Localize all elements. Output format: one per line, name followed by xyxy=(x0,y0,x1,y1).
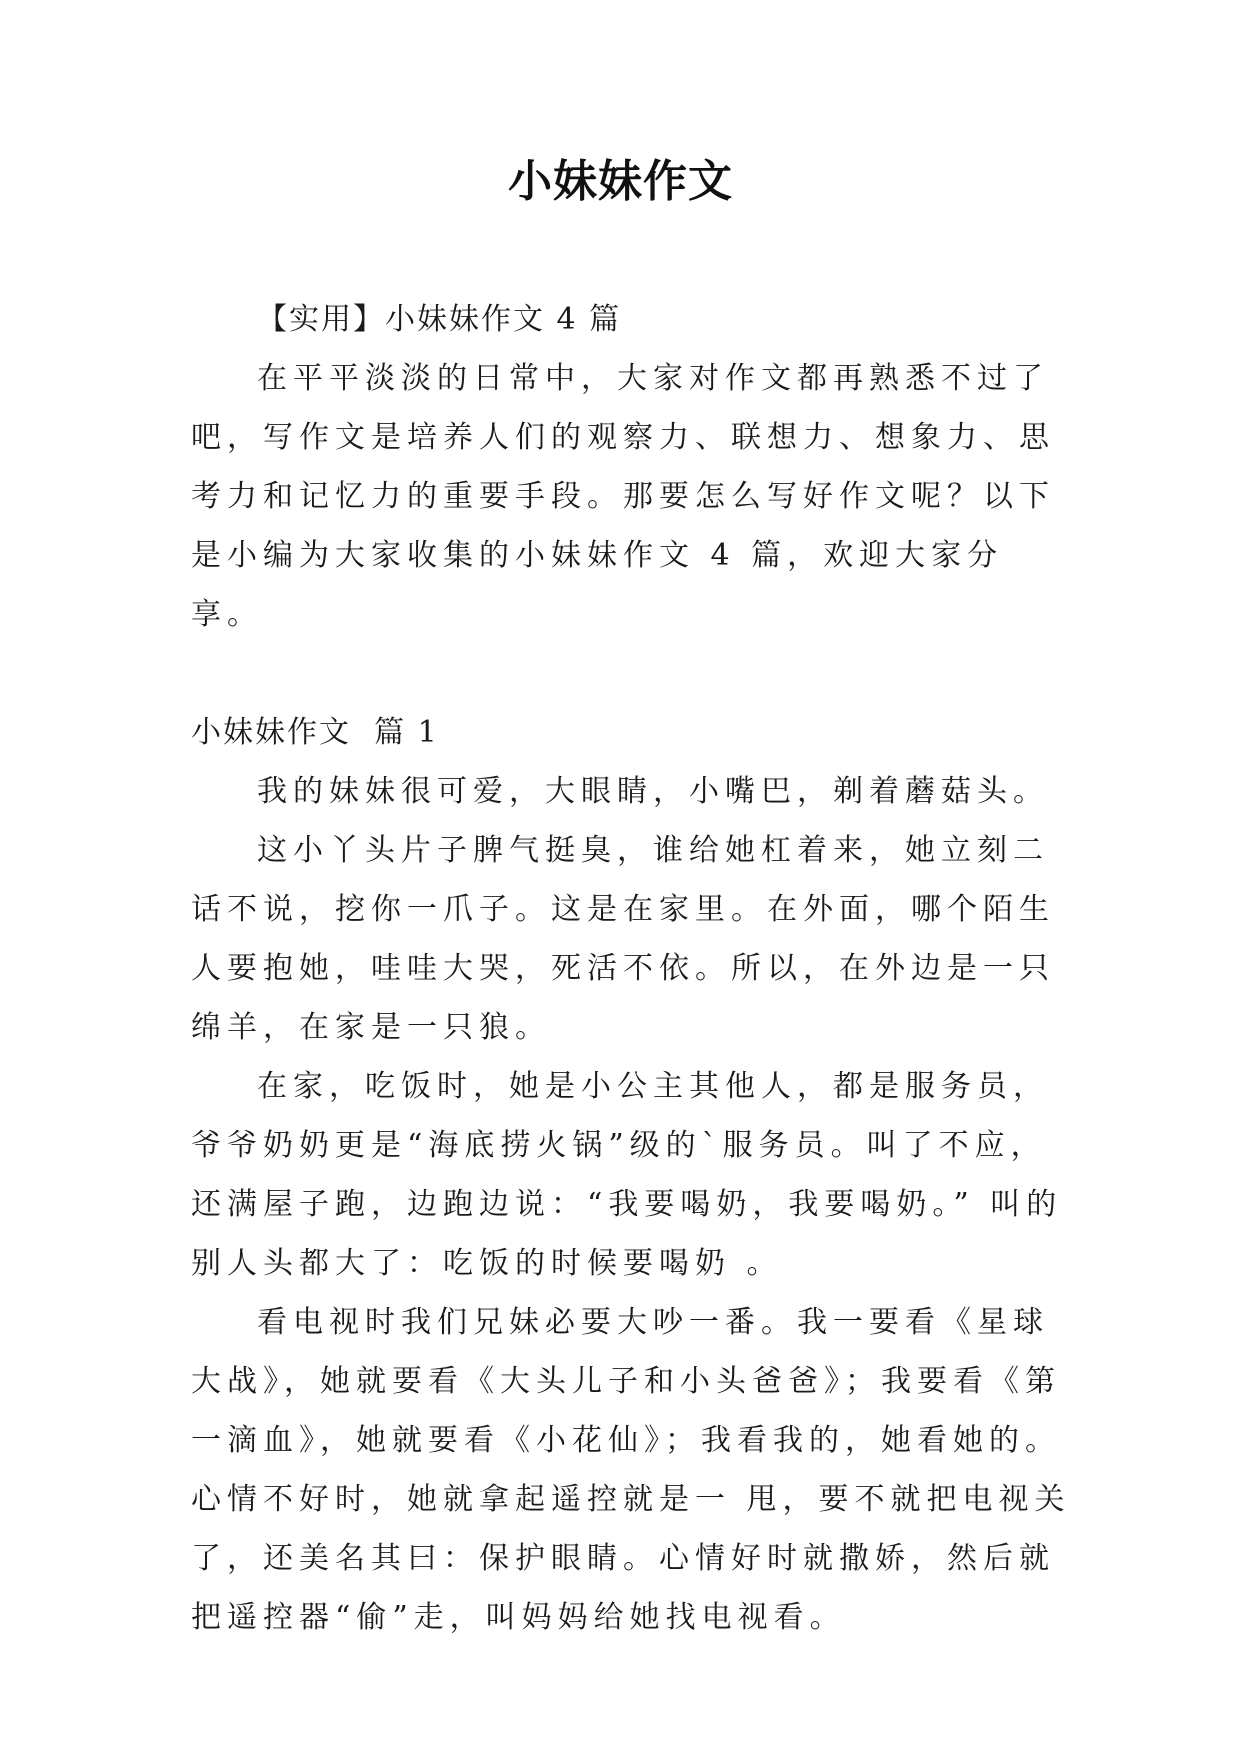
body-paragraph: 在家，吃饭时，她是小公主其他人，都是服务员，爷爷奶奶更是“海底捞火锅”级的`服务员。叫了不应，还满屋子跑，边跑边说：“我要喝奶，我要喝奶。” 叫的别人头都大了：吃饭的时候要喝奶 。 xyxy=(191,1069,1063,1281)
body-paragraph: 我的妹妹很可爱，大眼睛，小嘴巴，剃着蘑菇头。 xyxy=(257,774,1049,809)
body-paragraph: 看电视时我们兄妹必要大吵一番。我一要看《星球大战》，她就要看《大头儿子和小头爸爸》；我要看《第一滴血》，她就要看《小花仙》；我看我的，她看她的。心情不好时，她就拿起遥控就是一 甩，要不就把电视关了，还美名其曰：保护眼睛。心情好时就撒娇，然后就把遥控器“偷”走，叫妈妈给她找电视看。 xyxy=(191,1305,1071,1635)
section-heading: 小妹妹作文 篇 1 xyxy=(191,715,439,750)
document-title: 小妹妹作文 xyxy=(508,156,733,207)
intro-line: 【实用】小妹妹作文 4 篇 xyxy=(257,302,622,337)
body-paragraph: 这小丫头片子脾气挺臭，谁给她杠着来，她立刻二话不说，挖你一爪子。这是在家里。在外面，哪个陌生人要抱她，哇哇大哭，死活不依。所以，在外边是一只绵羊，在家是一只狼。 xyxy=(191,833,1055,1045)
intro-paragraph: 在平平淡淡的日常中，大家对作文都再熟悉不过了吧，写作文是培养人们的观察力、联想力、想象力、思考力和记忆力的重要手段。那要怎么写好作文呢？以下是小编为大家收集的小妹妹作文 4 篇，欢迎大家分享。 xyxy=(191,361,1055,632)
document-body xyxy=(191,290,1071,1647)
section-spacer xyxy=(191,644,1071,703)
